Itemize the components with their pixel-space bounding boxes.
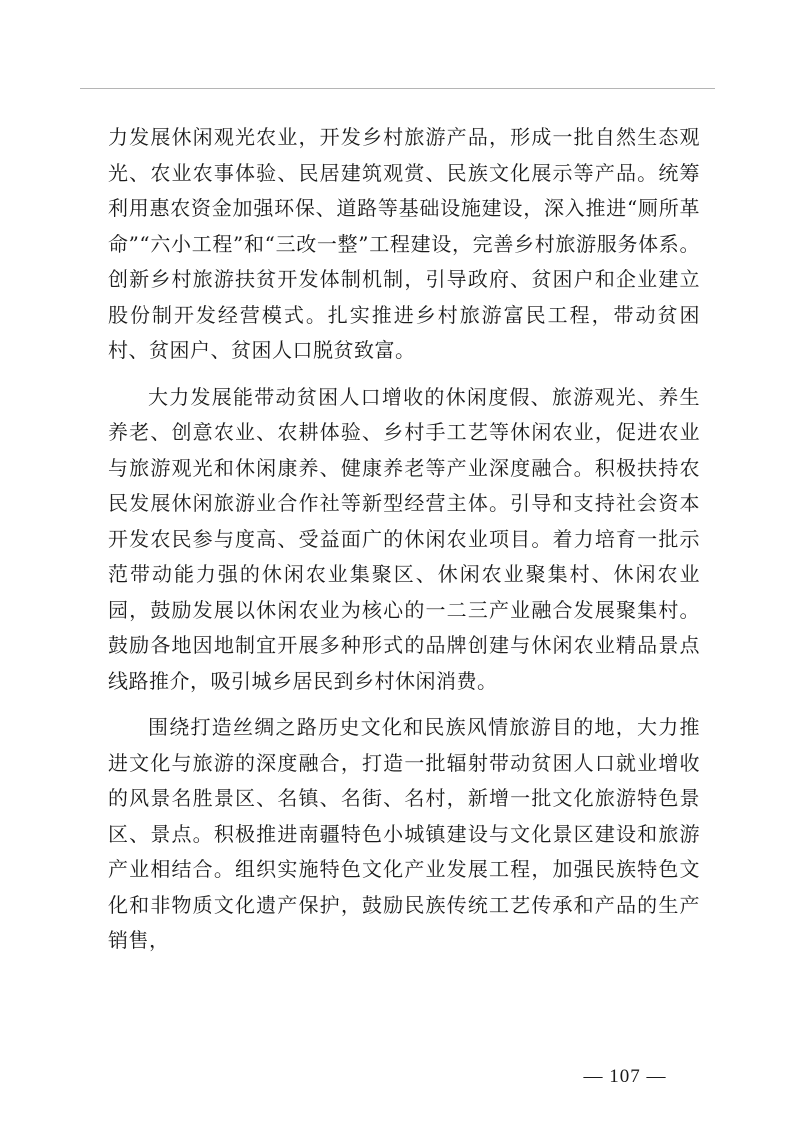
header-rule xyxy=(80,88,715,89)
page-number: — 107 — xyxy=(583,1066,667,1087)
paragraph-continued: 力发展休闲观光农业，开发乡村旅游产品，形成一批自然生态观光、农业农事体验、民居建筑观赏、民族文化展示等产品。统筹利用惠农资金加强环保、道路等基础设施建设，深入推进“厕所革命”“六小工程”和“三改一整”工程建设，完善乡村旅游服务体系。创新乡村旅游扶贫开发体制机制，引导政府、贫困户和企业建立股份制开发经营模式。扎实推进乡村旅游富民工程，带动贫困村、贫困户、贫困人口脱贫致富。 xyxy=(108,125,700,362)
paragraph-leisure-agriculture: 大力发展能带动贫困人口增收的休闲度假、旅游观光、养生养老、创意农业、农耕体验、乡村手工艺等休闲农业，促进农业与旅游观光和休闲康养、健康养老等产业深度融合。积极扶持农民发展休闲旅游业合作社等新型经营主体。引导和支持社会资本开发农民参与度高、受益面广的休闲农业项目。着力培育一批示范带动能力强的休闲农业集聚区、休闲农业聚集村、休闲农业园，鼓励发展以休闲农业为核心的一二三产业融合发展聚集村。鼓励各地因地制宜开展多种形式的品牌创建与休闲农业精品景点线路推介，吸引城乡居民到乡村休闲消费。 xyxy=(108,384,700,693)
body-text xyxy=(108,120,700,959)
paragraph-culture-tourism: 围绕打造丝绸之路历史文化和民族风情旅游目的地，大力推进文化与旅游的深度融合，打造一批辐射带动贫困人口就业增收的风景名胜景区、名镇、名街、名村，新增一批文化旅游特色景区、景点。积极推进南疆特色小城镇建设与文化景区建设和旅游产业相结合。组织实施特色文化产业发展工程，加强民族特色文化和非物质文化遗产保护，鼓励民族传统工艺传承和产品的生产销售， xyxy=(108,715,700,952)
